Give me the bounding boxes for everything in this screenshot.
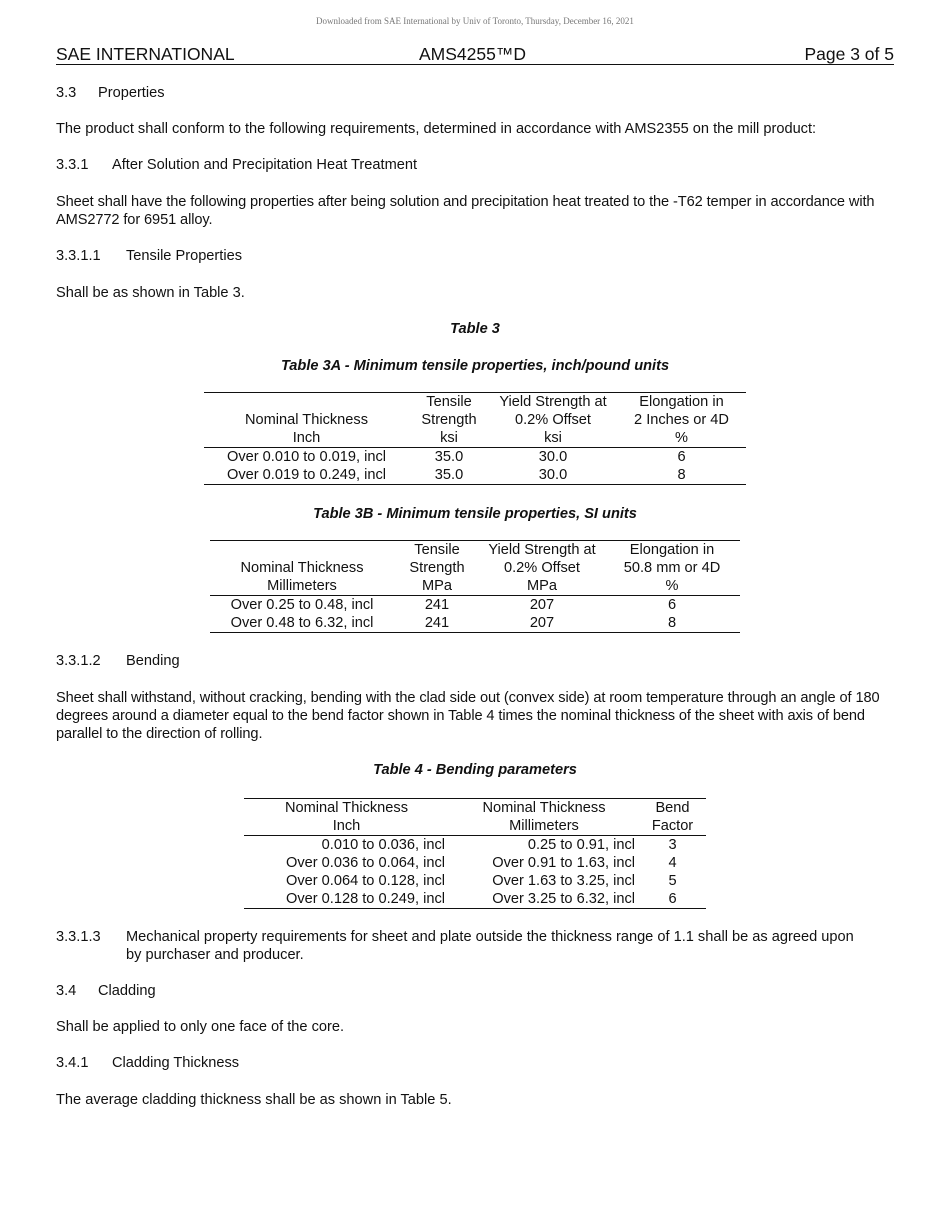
download-notice: Downloaded from SAE International by Univ of Toronto, Thursday, December 16, 2021 xyxy=(316,16,634,26)
table-cell: 0.010 to 0.036, incl xyxy=(321,837,445,853)
section-number: 3.3.1.3 xyxy=(56,929,101,945)
section-text-3-3-1-1: Shall be as shown in Table 3. xyxy=(56,285,245,301)
table-cell: Over 0.128 to 0.249, incl xyxy=(244,890,449,909)
section-text-3-4: Shall be applied to only one face of the core. xyxy=(56,1019,345,1035)
section-number: 3.3.1 xyxy=(56,157,89,173)
table-header-cell: Yield Strength at xyxy=(489,393,617,412)
table-cell: 8 xyxy=(617,466,746,485)
table-cell: 241 xyxy=(394,614,480,633)
table-header-row xyxy=(244,799,706,818)
table-row xyxy=(210,614,740,633)
table-header-cell: 0.2% Offset xyxy=(515,412,591,428)
table-header-cell: Tensile xyxy=(409,393,489,412)
table-cell: Over 0.91 to 1.63, incl xyxy=(492,855,635,871)
table-header-cell: Nominal Thickness xyxy=(240,560,364,576)
table-header-row xyxy=(210,577,740,596)
header-org: SAE INTERNATIONAL xyxy=(56,44,235,64)
table-row xyxy=(210,596,740,615)
table-header-row xyxy=(204,393,746,412)
table-cell: 6 xyxy=(677,449,686,465)
table-header-cell: Yield Strength at xyxy=(480,541,604,560)
table-header-row xyxy=(204,411,746,429)
table-header-cell xyxy=(204,393,409,412)
section-heading-3-4 xyxy=(56,982,894,1000)
section-title: Cladding xyxy=(98,983,156,999)
table-header-cell: % xyxy=(617,429,746,448)
table-header-cell: MPa xyxy=(480,577,604,596)
table-cell: 0.25 to 0.91, incl xyxy=(527,837,635,853)
table-cell: Over 0.064 to 0.128, incl xyxy=(285,873,445,889)
table-header-cell: Inch xyxy=(204,429,409,448)
table-header-row xyxy=(210,541,740,560)
table-cell: 207 xyxy=(529,597,555,613)
table-cell: 6 xyxy=(639,890,706,909)
table-header-cell: Millimeters xyxy=(210,577,394,596)
table-header-cell: Nominal Thickness xyxy=(244,799,449,818)
table-row xyxy=(244,854,706,872)
table-cell: 207 xyxy=(480,614,604,633)
table-3a-caption: Table 3A - Minimum tensile properties, inch/pound units xyxy=(280,358,670,374)
table-header-cell: 2 Inches or 4D xyxy=(634,412,729,428)
table-header-cell: ksi xyxy=(409,429,489,448)
section-number: 3.4 xyxy=(56,983,77,999)
table-row xyxy=(244,836,706,855)
page-header xyxy=(56,44,894,65)
section-heading-3-4-1 xyxy=(56,1054,894,1072)
table-cell: 35.0 xyxy=(434,449,464,465)
table-header-cell: ksi xyxy=(489,429,617,448)
table-cell: 35.0 xyxy=(409,466,489,485)
section-title: Tensile Properties xyxy=(126,248,242,264)
header-page-number: Page 3 of 5 xyxy=(804,44,894,64)
section-number: 3.4.1 xyxy=(56,1055,89,1071)
section-title: Properties xyxy=(98,85,165,101)
table-cell: Over 3.25 to 6.32, incl xyxy=(449,890,639,909)
table-header-row xyxy=(244,817,706,836)
table-header-cell: 50.8 mm or 4D xyxy=(623,560,721,576)
table-row xyxy=(244,890,706,909)
section-title: After Solution and Precipitation Heat Treatment xyxy=(112,157,418,173)
table-header-cell: 0.2% Offset xyxy=(504,560,580,576)
section-text-3-3-1: Sheet shall have the following properties after being solution and precipitation heat treated to the -T62 temper in accordance with AMS2772 for 6951 alloy. xyxy=(56,194,875,228)
table-header-cell: Tensile xyxy=(394,541,480,560)
table-cell: Over 0.036 to 0.064, incl xyxy=(285,855,445,871)
table-cell: 30.0 xyxy=(489,466,617,485)
table-header-cell: MPa xyxy=(394,577,480,596)
section-title: Cladding Thickness xyxy=(112,1055,240,1071)
section-number: 3.3.1.1 xyxy=(56,248,101,264)
table-row xyxy=(204,448,746,467)
table-cell: Over 0.48 to 6.32, incl xyxy=(210,614,394,633)
section-text-3-3: The product shall conform to the following requirements, determined in accordance with AMS2355 on the mill product: xyxy=(56,121,817,137)
section-title: Bending xyxy=(126,653,180,669)
table-header-cell: Strength xyxy=(421,412,477,428)
section-text-3-4-1: The average cladding thickness shall be as shown in Table 5. xyxy=(56,1092,452,1108)
table-4-caption: Table 4 - Bending parameters xyxy=(373,762,577,778)
table-header-cell: % xyxy=(604,577,740,596)
section-heading-3-3-1-1 xyxy=(56,247,894,265)
table-3b-caption: Table 3B - Minimum tensile properties, SI units xyxy=(313,506,637,522)
table-row xyxy=(244,872,706,890)
table-header-cell: Strength xyxy=(409,560,465,576)
table-cell: Over 0.25 to 0.48, incl xyxy=(230,597,374,613)
table-cell: Over 0.019 to 0.249, incl xyxy=(204,466,409,485)
section-number: 3.3.1.2 xyxy=(56,653,101,669)
table-header-cell: Elongation in xyxy=(617,393,746,412)
table-header-cell: Elongation in xyxy=(604,541,740,560)
section-heading-3-3-1-2 xyxy=(56,652,894,670)
table-cell: Over 0.010 to 0.019, incl xyxy=(226,449,386,465)
section-heading-3-3 xyxy=(56,84,894,102)
table-3-caption: Table 3 xyxy=(450,321,500,337)
table-cell: 4 xyxy=(668,855,677,871)
section-3-3-1-3 xyxy=(56,928,894,946)
table-cell: Over 1.63 to 3.25, incl xyxy=(492,873,635,889)
table-row xyxy=(204,466,746,485)
table-header-cell xyxy=(210,541,394,560)
table-cell: 8 xyxy=(604,614,740,633)
table-cell: 30.0 xyxy=(538,449,568,465)
table-cell: 241 xyxy=(424,597,450,613)
table-header-cell: Factor xyxy=(639,817,706,836)
table-header-cell: Nominal Thickness xyxy=(449,799,639,818)
table-4 xyxy=(244,798,706,909)
section-heading-3-3-1 xyxy=(56,156,894,174)
table-cell: 6 xyxy=(667,597,677,613)
table-3a xyxy=(204,392,746,485)
header-doc-id: AMS4255™D xyxy=(419,44,526,64)
section-text-line: by purchaser and producer. xyxy=(126,947,304,963)
table-cell: 3 xyxy=(668,837,677,853)
section-text-3-3-1-2: Sheet shall withstand, without cracking, bending with the clad side out (convex side) at room temperature through an angle of 180 degrees around a diameter equal to the bend factor shown in Table 4 times the nominal thickness of the sheet with axis of bend parallel to the direction of rolling. xyxy=(56,690,880,742)
table-header-cell: Inch xyxy=(244,817,449,836)
table-header-cell: Nominal Thickness xyxy=(244,412,368,428)
table-header-row xyxy=(210,559,740,577)
table-header-cell: Millimeters xyxy=(449,817,639,836)
section-number: 3.3 xyxy=(56,85,77,101)
table-header-row xyxy=(204,429,746,448)
table-cell: 5 xyxy=(668,873,677,889)
table-3b xyxy=(210,540,740,633)
table-header-cell: Bend xyxy=(639,799,706,818)
section-text-line: Mechanical property requirements for sheet and plate outside the thickness range of 1.1 shall be as agreed upon xyxy=(126,929,854,945)
